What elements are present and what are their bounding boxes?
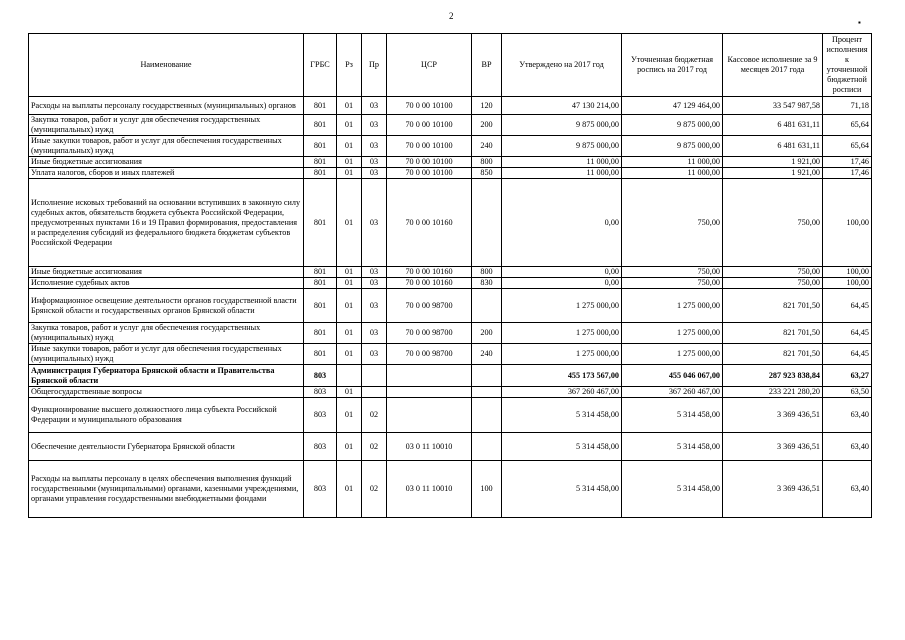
cell-revised: 11 000,00 <box>622 168 723 179</box>
cell-executed: 750,00 <box>723 278 823 289</box>
cell-vr: 100 <box>472 461 502 518</box>
cell-executed: 750,00 <box>723 179 823 267</box>
cell-grbs: 801 <box>304 344 337 365</box>
cell-vr <box>472 289 502 323</box>
cell-vr <box>472 433 502 461</box>
cell-percent: 100,00 <box>823 267 872 278</box>
cell-name: Иные бюджетные ассигнования <box>29 267 304 278</box>
cell-percent: 64,45 <box>823 323 872 344</box>
cell-csr <box>387 387 472 398</box>
cell-percent: 63,27 <box>823 365 872 387</box>
cell-rz: 01 <box>337 278 362 289</box>
cell-approved: 0,00 <box>502 179 622 267</box>
cell-percent: 17,46 <box>823 157 872 168</box>
cell-pr: 03 <box>362 267 387 278</box>
cell-percent: 65,64 <box>823 136 872 157</box>
cell-grbs: 803 <box>304 461 337 518</box>
cell-approved: 47 130 214,00 <box>502 97 622 115</box>
page-number: 2 <box>449 11 454 21</box>
cell-pr: 03 <box>362 289 387 323</box>
cell-grbs: 801 <box>304 323 337 344</box>
cell-grbs: 801 <box>304 179 337 267</box>
cell-percent: 64,45 <box>823 289 872 323</box>
cell-revised: 1 275 000,00 <box>622 323 723 344</box>
header-name: Наименование <box>29 34 304 97</box>
cell-executed: 3 369 436,51 <box>723 433 823 461</box>
cell-csr: 70 0 00 10100 <box>387 97 472 115</box>
cell-executed: 1 921,00 <box>723 168 823 179</box>
cell-executed: 1 921,00 <box>723 157 823 168</box>
cell-name: Расходы на выплаты персоналу в целях обеспечения выполнения функций государственными (муниципальными) органами, казенными учреждениями, органами управления государственными внебюджетными фондами <box>29 461 304 518</box>
cell-executed: 3 369 436,51 <box>723 461 823 518</box>
cell-csr: 70 0 00 10100 <box>387 157 472 168</box>
cell-name: Закупка товаров, работ и услуг для обеспечения государственных (муниципальных) нужд <box>29 115 304 136</box>
cell-csr: 70 0 00 98700 <box>387 323 472 344</box>
cell-rz: 01 <box>337 289 362 323</box>
cell-revised: 5 314 458,00 <box>622 461 723 518</box>
cell-grbs: 801 <box>304 267 337 278</box>
cell-approved: 11 000,00 <box>502 168 622 179</box>
cell-approved: 367 260 467,00 <box>502 387 622 398</box>
cell-percent: 63,40 <box>823 433 872 461</box>
cell-revised: 9 875 000,00 <box>622 115 723 136</box>
table-row <box>29 323 872 344</box>
cell-pr: 03 <box>362 278 387 289</box>
table-row <box>29 179 872 267</box>
cell-revised: 1 275 000,00 <box>622 344 723 365</box>
cell-pr: 03 <box>362 344 387 365</box>
cell-csr: 70 0 00 10100 <box>387 168 472 179</box>
cell-executed: 287 923 838,84 <box>723 365 823 387</box>
cell-rz: 01 <box>337 157 362 168</box>
cell-rz: 01 <box>337 461 362 518</box>
table-body <box>29 97 872 518</box>
cell-rz: 01 <box>337 323 362 344</box>
cell-executed: 233 221 280,20 <box>723 387 823 398</box>
table-row <box>29 278 872 289</box>
cell-name: Функционирование высшего должностного лица субъекта Российской Федерации и муниципального образования <box>29 398 304 433</box>
cell-percent: 65,64 <box>823 115 872 136</box>
table-row <box>29 136 872 157</box>
cell-executed: 821 701,50 <box>723 289 823 323</box>
cell-revised: 1 275 000,00 <box>622 289 723 323</box>
cell-revised: 750,00 <box>622 179 723 267</box>
cell-csr: 70 0 00 10100 <box>387 115 472 136</box>
cell-executed: 6 481 631,11 <box>723 136 823 157</box>
cell-name: Исполнение исковых требований на основании вступивших в законную силу судебных актов, обязательств бюджета субъекта Российской Федерации, предусмотренных пунктами 16 и 19 Правил формирования, предоставления и распределения субсидий из федерального бюджета бюджетам субъектов Российской Федерации <box>29 179 304 267</box>
cell-approved: 11 000,00 <box>502 157 622 168</box>
cell-pr <box>362 387 387 398</box>
cell-vr: 800 <box>472 267 502 278</box>
cell-name: Исполнение судебных актов <box>29 278 304 289</box>
cell-name: Закупка товаров, работ и услуг для обеспечения государственных (муниципальных) нужд <box>29 323 304 344</box>
cell-percent: 63,40 <box>823 461 872 518</box>
cell-grbs: 803 <box>304 365 337 387</box>
cell-name: Администрация Губернатора Брянской области и Правительства Брянской области <box>29 365 304 387</box>
cell-pr: 02 <box>362 461 387 518</box>
table-row <box>29 433 872 461</box>
cell-grbs: 801 <box>304 97 337 115</box>
cell-grbs: 801 <box>304 136 337 157</box>
cell-approved: 0,00 <box>502 267 622 278</box>
cell-approved: 455 173 567,00 <box>502 365 622 387</box>
cell-vr <box>472 179 502 267</box>
table-row <box>29 365 872 387</box>
cell-grbs: 801 <box>304 168 337 179</box>
cell-vr: 120 <box>472 97 502 115</box>
table-row <box>29 267 872 278</box>
cell-executed: 821 701,50 <box>723 323 823 344</box>
cell-csr: 70 0 00 10160 <box>387 278 472 289</box>
table-row <box>29 461 872 518</box>
cell-rz: 01 <box>337 97 362 115</box>
table-header-row <box>29 34 872 97</box>
cell-grbs: 801 <box>304 115 337 136</box>
cell-rz: 01 <box>337 115 362 136</box>
cell-pr: 02 <box>362 433 387 461</box>
cell-rz: 01 <box>337 179 362 267</box>
table-row <box>29 168 872 179</box>
cell-grbs: 803 <box>304 433 337 461</box>
cell-percent: 100,00 <box>823 278 872 289</box>
cell-percent: 63,40 <box>823 398 872 433</box>
cell-name: Обеспечение деятельности Губернатора Брянской области <box>29 433 304 461</box>
table-row <box>29 157 872 168</box>
cell-rz <box>337 365 362 387</box>
table-row <box>29 398 872 433</box>
cell-approved: 5 314 458,00 <box>502 398 622 433</box>
cell-csr: 70 0 00 10100 <box>387 136 472 157</box>
budget-execution-table <box>28 33 872 518</box>
cell-name: Иные закупки товаров, работ и услуг для обеспечения государственных (муниципальных) нужд <box>29 344 304 365</box>
cell-approved: 1 275 000,00 <box>502 323 622 344</box>
cell-revised: 11 000,00 <box>622 157 723 168</box>
cell-csr: 70 0 00 10160 <box>387 267 472 278</box>
cell-revised: 750,00 <box>622 267 723 278</box>
header-revised: Уточненная бюджетная роспись на 2017 год <box>622 34 723 97</box>
cell-pr: 03 <box>362 323 387 344</box>
cell-name: Уплата налогов, сборов и иных платежей <box>29 168 304 179</box>
cell-pr: 03 <box>362 97 387 115</box>
header-csr: ЦСР <box>387 34 472 97</box>
cell-csr <box>387 398 472 433</box>
cell-rz: 01 <box>337 398 362 433</box>
table-row <box>29 97 872 115</box>
table-row <box>29 115 872 136</box>
cell-vr: 200 <box>472 323 502 344</box>
cell-executed: 6 481 631,11 <box>723 115 823 136</box>
cell-name: Информационное освещение деятельности органов государственной власти Брянской области и государственных органов Брянской области <box>29 289 304 323</box>
cell-approved: 9 875 000,00 <box>502 136 622 157</box>
header-executed: Кассовое исполнение за 9 месяцев 2017 года <box>723 34 823 97</box>
cell-approved: 5 314 458,00 <box>502 461 622 518</box>
cell-executed: 33 547 987,58 <box>723 97 823 115</box>
cell-rz: 01 <box>337 168 362 179</box>
cell-percent: 100,00 <box>823 179 872 267</box>
cell-rz: 01 <box>337 387 362 398</box>
cell-vr: 240 <box>472 344 502 365</box>
cell-vr <box>472 365 502 387</box>
cell-rz: 01 <box>337 136 362 157</box>
cell-vr: 240 <box>472 136 502 157</box>
cell-revised: 47 129 464,00 <box>622 97 723 115</box>
cell-pr: 03 <box>362 179 387 267</box>
cell-pr <box>362 365 387 387</box>
cell-pr: 03 <box>362 168 387 179</box>
cell-percent: 63,50 <box>823 387 872 398</box>
cell-csr <box>387 365 472 387</box>
cell-csr: 70 0 00 98700 <box>387 344 472 365</box>
cell-grbs: 801 <box>304 289 337 323</box>
cell-grbs: 801 <box>304 278 337 289</box>
cell-name: Иные бюджетные ассигнования <box>29 157 304 168</box>
cell-percent: 71,18 <box>823 97 872 115</box>
cell-csr: 70 0 00 98700 <box>387 289 472 323</box>
cell-pr: 03 <box>362 157 387 168</box>
cell-name: Иные закупки товаров, работ и услуг для обеспечения государственных (муниципальных) нужд <box>29 136 304 157</box>
cell-executed: 3 369 436,51 <box>723 398 823 433</box>
cell-rz: 01 <box>337 344 362 365</box>
cell-vr: 830 <box>472 278 502 289</box>
cell-grbs: 801 <box>304 157 337 168</box>
cell-csr: 70 0 00 10160 <box>387 179 472 267</box>
cell-percent: 17,46 <box>823 168 872 179</box>
table-row <box>29 387 872 398</box>
cell-grbs: 803 <box>304 398 337 433</box>
cell-revised: 455 046 067,00 <box>622 365 723 387</box>
cell-revised: 367 260 467,00 <box>622 387 723 398</box>
cell-approved: 5 314 458,00 <box>502 433 622 461</box>
cell-revised: 5 314 458,00 <box>622 398 723 433</box>
table-row <box>29 289 872 323</box>
cell-pr: 03 <box>362 136 387 157</box>
header-rz: Рз <box>337 34 362 97</box>
cell-executed: 821 701,50 <box>723 344 823 365</box>
cell-rz: 01 <box>337 433 362 461</box>
cell-revised: 750,00 <box>622 278 723 289</box>
cell-vr <box>472 398 502 433</box>
cell-approved: 1 275 000,00 <box>502 344 622 365</box>
cell-pr: 03 <box>362 115 387 136</box>
cell-executed: 750,00 <box>723 267 823 278</box>
cell-pr: 02 <box>362 398 387 433</box>
cell-vr <box>472 387 502 398</box>
header-vr: ВР <box>472 34 502 97</box>
cell-approved: 0,00 <box>502 278 622 289</box>
table-row <box>29 344 872 365</box>
cell-csr: 03 0 11 10010 <box>387 433 472 461</box>
header-approved: Утверждено на 2017 год <box>502 34 622 97</box>
header-grbs: ГРБС <box>304 34 337 97</box>
header-percent: Процент исполнения к уточненной бюджетной росписи <box>823 34 872 97</box>
cell-csr: 03 0 11 10010 <box>387 461 472 518</box>
cell-approved: 1 275 000,00 <box>502 289 622 323</box>
cell-grbs: 803 <box>304 387 337 398</box>
cell-vr: 200 <box>472 115 502 136</box>
cell-rz: 01 <box>337 267 362 278</box>
cell-revised: 5 314 458,00 <box>622 433 723 461</box>
cell-vr: 800 <box>472 157 502 168</box>
header-pr: Пр <box>362 34 387 97</box>
cell-name: Общегосударственные вопросы <box>29 387 304 398</box>
cell-approved: 9 875 000,00 <box>502 115 622 136</box>
corner-mark: ▪ <box>858 18 861 27</box>
cell-revised: 9 875 000,00 <box>622 136 723 157</box>
cell-percent: 64,45 <box>823 344 872 365</box>
cell-vr: 850 <box>472 168 502 179</box>
cell-name: Расходы на выплаты персоналу государственных (муниципальных) органов <box>29 97 304 115</box>
